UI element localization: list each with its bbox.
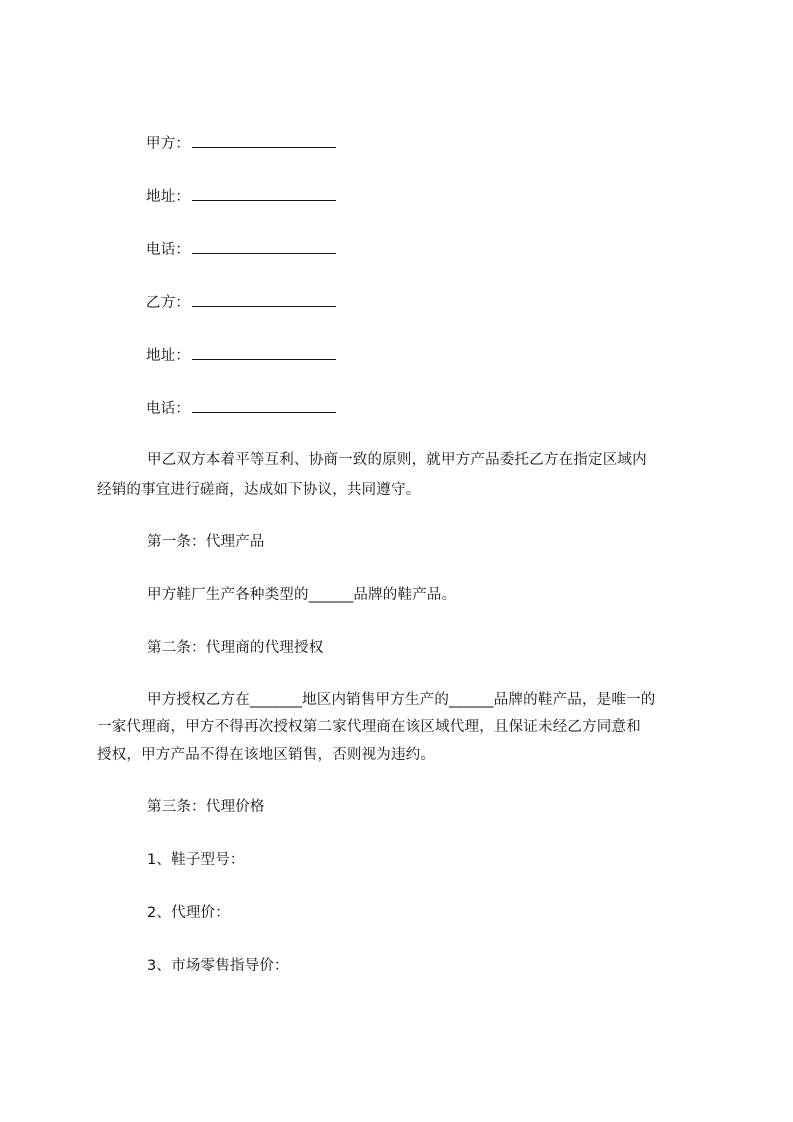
party-b-phone-blank — [192, 397, 336, 413]
article-2-heading: 第二条：代理商的代理授权 — [147, 640, 324, 656]
party-b-phone-field — [146, 397, 336, 419]
party-b-field — [146, 291, 336, 313]
party-b-blank — [192, 291, 336, 307]
party-a-phone-label: 电话： — [146, 242, 191, 258]
article-2-line-2: 一家代理商，甲方不得再次授权第二家代理商在该区域代理，且保证未经乙方同意和 — [97, 719, 641, 735]
article-1-heading: 第一条：代理产品 — [147, 534, 265, 550]
preamble-line-1: 甲乙双方本着平等互利、协商一致的原则，就甲方产品委托乙方在指定区域内 — [147, 452, 647, 468]
preamble-line-2: 经销的事宜进行磋商，达成如下协议，共同遵守。 — [97, 482, 421, 498]
party-a-phone-blank — [192, 238, 336, 254]
party-a-field — [146, 132, 336, 154]
article-2-line-3: 授权，甲方产品不得在该地区销售，否则视为违约。 — [97, 747, 436, 763]
article-1-body: 甲方鞋厂生产各种类型的______品牌的鞋产品。 — [147, 587, 457, 603]
party-a-label: 甲方： — [146, 136, 191, 152]
article-3-item-model: 1、鞋子型号： — [147, 852, 245, 868]
party-a-phone-field — [146, 238, 336, 260]
party-b-address-field — [146, 344, 336, 366]
party-a-address-label: 地址： — [146, 189, 191, 205]
party-a-blank — [192, 132, 336, 148]
party-b-label: 乙方： — [146, 295, 191, 311]
party-b-address-blank — [192, 344, 336, 360]
article-3-heading: 第三条：代理价格 — [147, 799, 265, 815]
party-a-address-field — [146, 185, 336, 207]
article-2-line-1: 甲方授权乙方在_______地区内销售甲方生产的______品牌的鞋产品，是唯一的 — [147, 692, 656, 708]
article-3-item-retail-price: 3、市场零售指导价： — [147, 958, 289, 974]
party-b-address-label: 地址： — [146, 348, 191, 364]
article-3-item-agent-price: 2、代理价： — [147, 905, 230, 921]
party-b-phone-label: 电话： — [146, 401, 191, 417]
party-a-address-blank — [192, 185, 336, 201]
